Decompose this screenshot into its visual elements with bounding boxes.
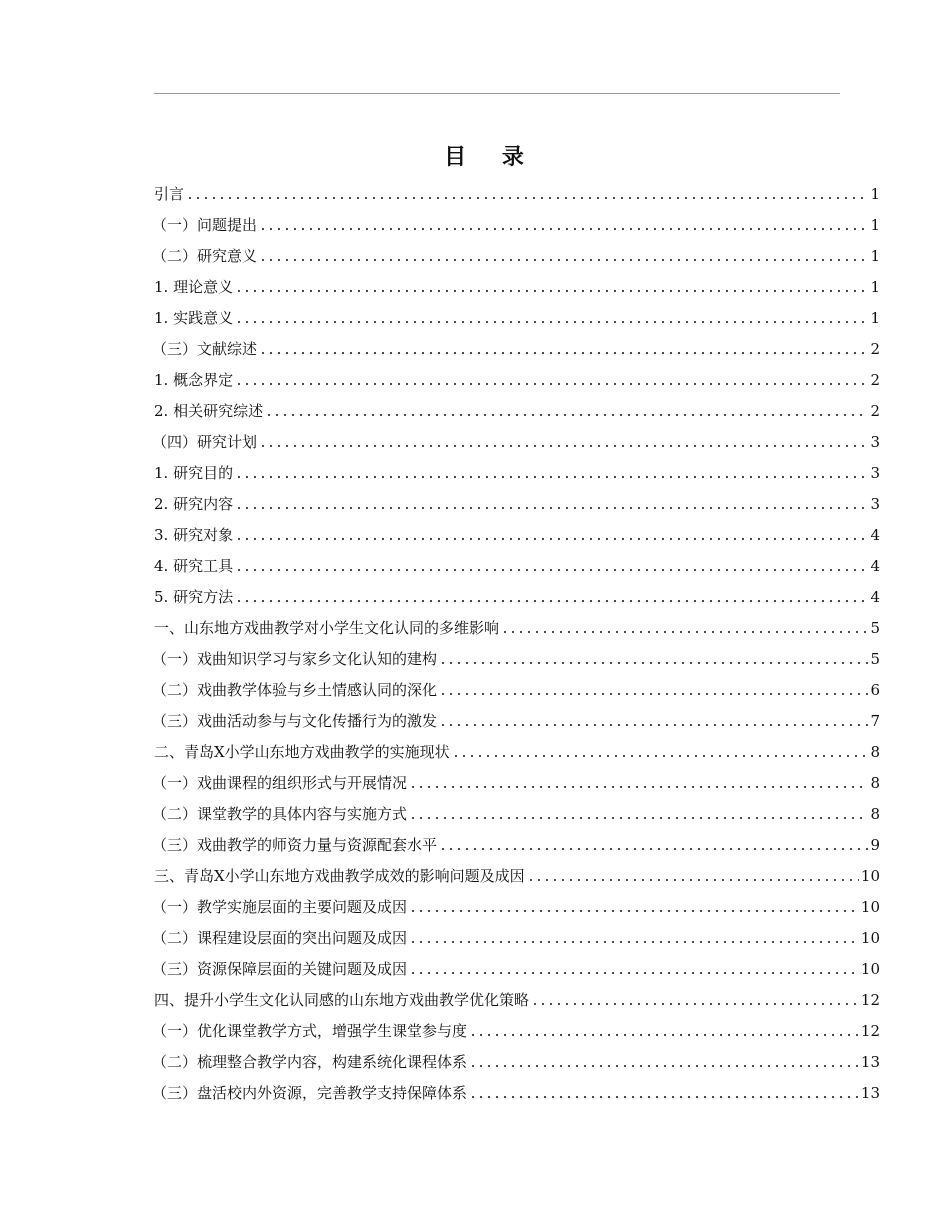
toc-entry-label: （一）戏曲知识学习与家乡文化认知的建构 — [152, 650, 438, 668]
toc-entry-label: 2. 相关研究综述 — [154, 402, 264, 420]
toc-entry-label: 四、提升小学生文化认同感的山东地方戏曲教学优化策略 — [154, 991, 530, 1009]
toc-entry-label: 二、青岛X小学山东地方戏曲教学的实施现状 — [154, 743, 450, 761]
toc-dot-leader — [439, 847, 868, 851]
toc-dot-leader — [259, 258, 868, 262]
toc-dot-leader — [235, 568, 868, 572]
toc-entry-page-number: 1 — [870, 247, 880, 265]
toc-dot-leader — [452, 754, 868, 758]
toc-entry[interactable] — [154, 360, 880, 391]
toc-dot-leader — [235, 599, 868, 603]
toc-entry-label: （一）优化课堂教学方式，增强学生课堂参与度 — [152, 1022, 468, 1040]
toc-entry-label: （三）戏曲教学的师资力量与资源配套水平 — [152, 836, 438, 854]
toc-dot-leader — [469, 1064, 859, 1068]
toc-entry-page-number: 13 — [860, 1053, 880, 1071]
toc-entry-label: 引言 — [154, 185, 185, 203]
toc-dot-leader — [235, 537, 868, 541]
toc-entry[interactable] — [154, 856, 880, 887]
toc-entry[interactable] — [154, 515, 880, 546]
toc-entry-label: （三）戏曲活动参与与文化传播行为的激发 — [152, 712, 438, 730]
toc-entry-page-number: 8 — [870, 774, 880, 792]
toc-entry-page-number: 7 — [870, 712, 880, 730]
toc-entry-label: （四）研究计划 — [152, 433, 258, 451]
toc-entry-page-number: 4 — [870, 526, 880, 544]
toc-entry-page-number: 10 — [860, 867, 880, 885]
toc-list — [154, 174, 880, 1104]
toc-entry-label: 1. 实践意义 — [154, 309, 234, 327]
toc-dot-leader — [469, 1095, 859, 1099]
toc-entry-label: （二）戏曲教学体验与乡土情感认同的深化 — [152, 681, 438, 699]
toc-title: 目 录 — [444, 145, 538, 170]
toc-dot-leader — [409, 971, 859, 975]
toc-entry-page-number: 10 — [860, 898, 880, 916]
toc-entry-page-number: 3 — [870, 464, 880, 482]
toc-entry-label: 一、山东地方戏曲教学对小学生文化认同的多维影响 — [154, 619, 500, 637]
toc-entry[interactable] — [154, 236, 880, 267]
toc-entry[interactable] — [154, 825, 880, 856]
toc-entry-label: （一）教学实施层面的主要问题及成因 — [152, 898, 408, 916]
toc-entry-label: 1. 概念界定 — [154, 371, 234, 389]
toc-entry[interactable] — [154, 391, 880, 422]
toc-entry-page-number: 4 — [870, 588, 880, 606]
toc-dot-leader — [235, 506, 868, 510]
toc-entry-page-number: 2 — [870, 371, 880, 389]
toc-entry-page-number: 13 — [860, 1084, 880, 1102]
toc-entry[interactable] — [154, 639, 880, 670]
toc-dot-leader — [409, 816, 868, 820]
toc-dot-leader — [265, 413, 868, 417]
toc-dot-leader — [235, 475, 868, 479]
toc-entry[interactable] — [154, 1073, 880, 1104]
toc-dot-leader — [259, 351, 868, 355]
toc-entry-page-number: 12 — [860, 1022, 880, 1040]
toc-entry[interactable] — [154, 1042, 880, 1073]
toc-dot-leader — [409, 909, 859, 913]
toc-entry-page-number: 8 — [870, 805, 880, 823]
toc-entry-label: 3. 研究对象 — [154, 526, 234, 544]
toc-entry-label: 2. 研究内容 — [154, 495, 234, 513]
toc-entry[interactable] — [154, 205, 880, 236]
toc-entry-page-number: 5 — [870, 650, 880, 668]
toc-entry[interactable] — [154, 732, 880, 763]
toc-dot-leader — [235, 382, 868, 386]
header-rule — [154, 93, 840, 94]
toc-entry[interactable] — [154, 887, 880, 918]
toc-entry[interactable] — [154, 670, 880, 701]
toc-entry-label: （二）课程建设层面的突出问题及成因 — [152, 929, 408, 947]
toc-dot-leader — [259, 227, 868, 231]
toc-entry[interactable] — [154, 1011, 880, 1042]
toc-entry-page-number: 3 — [870, 433, 880, 451]
toc-entry-page-number: 6 — [870, 681, 880, 699]
toc-entry-label: 1. 理论意义 — [154, 278, 234, 296]
toc-dot-leader — [469, 1033, 859, 1037]
toc-entry-page-number: 10 — [860, 960, 880, 978]
toc-entry[interactable] — [154, 267, 880, 298]
toc-entry-page-number: 1 — [870, 216, 880, 234]
toc-entry[interactable] — [154, 484, 880, 515]
toc-dot-leader — [439, 661, 868, 665]
toc-entry-label: 1. 研究目的 — [154, 464, 234, 482]
toc-entry[interactable] — [154, 298, 880, 329]
toc-entry-label: （二）课堂教学的具体内容与实施方式 — [152, 805, 408, 823]
toc-entry-page-number: 2 — [870, 402, 880, 420]
toc-entry-label: 5. 研究方法 — [154, 588, 234, 606]
toc-entry-page-number: 2 — [870, 340, 880, 358]
toc-entry[interactable] — [154, 546, 880, 577]
toc-entry-page-number: 9 — [870, 836, 880, 854]
toc-entry[interactable] — [154, 980, 880, 1011]
toc-dot-leader — [531, 1002, 859, 1006]
toc-entry[interactable] — [154, 329, 880, 360]
toc-dot-leader — [409, 940, 859, 944]
toc-entry-page-number: 3 — [870, 495, 880, 513]
toc-dot-leader — [439, 692, 868, 696]
toc-dot-leader — [439, 723, 868, 727]
toc-entry-page-number: 1 — [870, 185, 880, 203]
toc-entry[interactable] — [154, 577, 880, 608]
toc-entry-page-number: 5 — [870, 619, 880, 637]
toc-entry[interactable] — [154, 763, 880, 794]
toc-entry[interactable] — [154, 608, 880, 639]
toc-entry-page-number: 1 — [870, 278, 880, 296]
toc-entry-page-number: 8 — [870, 743, 880, 761]
toc-dot-leader — [409, 785, 868, 789]
toc-dot-leader — [259, 444, 868, 448]
toc-entry-page-number: 1 — [870, 309, 880, 327]
toc-entry[interactable] — [154, 701, 880, 732]
toc-dot-leader — [235, 320, 868, 324]
toc-entry[interactable] — [154, 949, 880, 980]
toc-entry-page-number: 12 — [860, 991, 880, 1009]
toc-entry-page-number: 10 — [860, 929, 880, 947]
toc-entry[interactable] — [154, 422, 880, 453]
toc-entry[interactable] — [154, 453, 880, 484]
toc-dot-leader — [186, 196, 868, 200]
toc-entry-label: （一）戏曲课程的组织形式与开展情况 — [152, 774, 408, 792]
toc-entry-label: 三、青岛X小学山东地方戏曲教学成效的影响问题及成因 — [154, 867, 525, 885]
toc-entry-label: 4. 研究工具 — [154, 557, 234, 575]
toc-entry-page-number: 4 — [870, 557, 880, 575]
toc-entry[interactable] — [154, 918, 880, 949]
toc-entry[interactable] — [154, 174, 880, 205]
toc-entry-label: （二）梳理整合教学内容，构建系统化课程体系 — [152, 1053, 468, 1071]
toc-dot-leader — [527, 878, 859, 882]
toc-dot-leader — [235, 289, 868, 293]
toc-entry-label: （三）资源保障层面的关键问题及成因 — [152, 960, 408, 978]
toc-entry-label: （一）问题提出 — [152, 216, 258, 234]
toc-entry-label: （三）文献综述 — [152, 340, 258, 358]
toc-entry-label: （三）盘活校内外资源，完善教学支持保障体系 — [152, 1084, 468, 1102]
toc-entry[interactable] — [154, 794, 880, 825]
toc-dot-leader — [501, 630, 868, 634]
toc-entry-label: （二）研究意义 — [152, 247, 258, 265]
